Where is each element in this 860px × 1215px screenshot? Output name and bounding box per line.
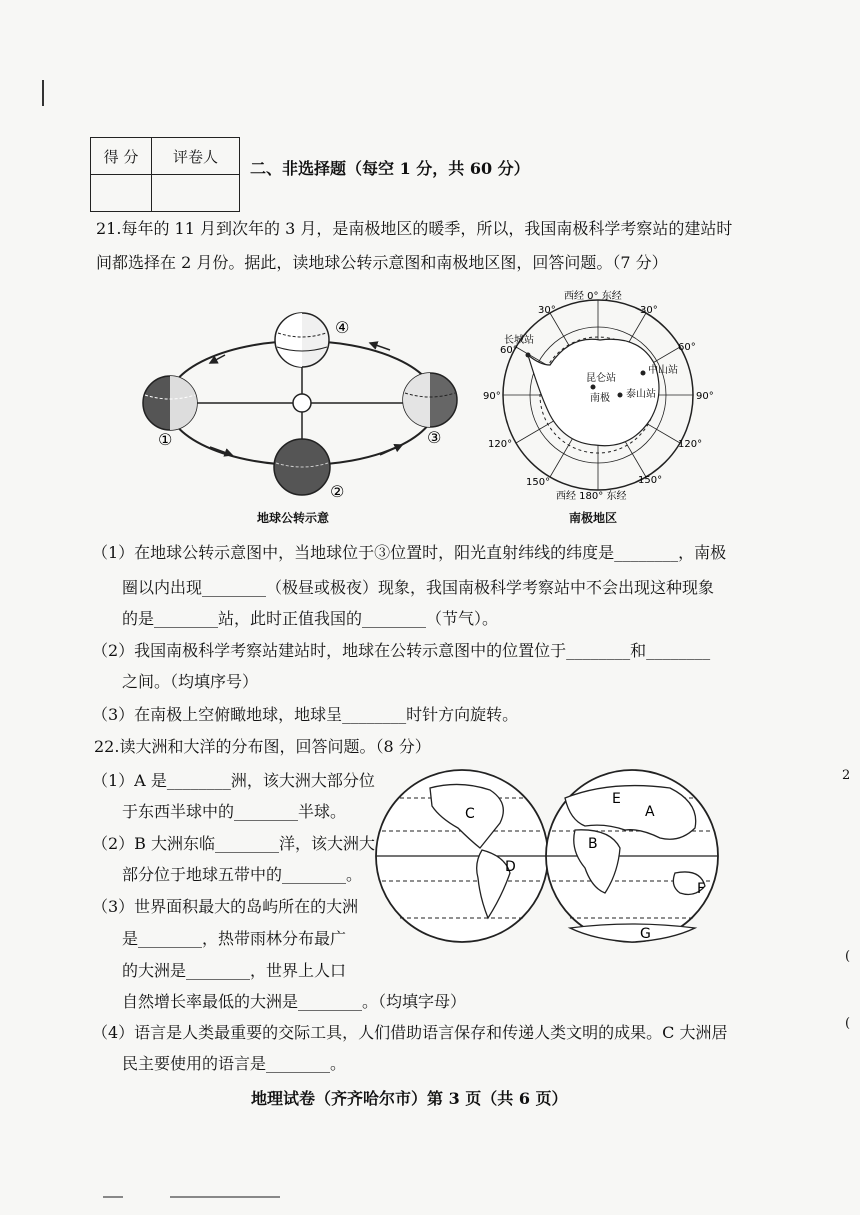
q21-sub3: （3）在南极上空俯瞰地球，地球呈________时针方向旋转。 xyxy=(92,705,519,724)
earth-position-1 xyxy=(143,376,197,430)
q22-sub2-line1: （2）B 大洲东临________洋，该大洲大 xyxy=(92,834,376,853)
nanji-label: 南极 xyxy=(590,393,610,404)
taishan-label: 泰山站 xyxy=(626,389,656,400)
q22-sub3-line3: 的大洲是________，世界上人口 xyxy=(122,961,347,980)
map-letter-a: A xyxy=(645,804,655,820)
q22-sub4-line1: （4）语言是人类最重要的交际工具，人们借助语言保存和传递人类文明的成果。C 大洲居 xyxy=(92,1023,728,1042)
map-r150: 150° xyxy=(638,475,663,486)
map-r60: 60° xyxy=(678,342,696,353)
q21-sub1-line3: 的是________站，此时正值我国的________（节气）。 xyxy=(122,609,499,628)
map-bottom-label: 西经 180° 东经 xyxy=(556,491,627,502)
earth-position-4 xyxy=(275,313,329,367)
score-table xyxy=(90,137,240,212)
scan-mark xyxy=(170,1196,280,1198)
map-letter-b: B xyxy=(588,836,598,852)
grader-label: 评卷人 xyxy=(152,138,240,175)
map-letter-e: E xyxy=(612,791,621,807)
zhongshan-label: 中山站 xyxy=(648,365,678,376)
orbit-label-2: ② xyxy=(330,482,345,501)
q22-title: 22.读大洲和大洋的分布图，回答问题。（8 分） xyxy=(94,737,431,756)
q22-sub3-line1: （3）世界面积最大的岛屿所在的大洲 xyxy=(92,897,359,916)
margin-mark-2: ( xyxy=(845,949,851,964)
map-r30: 30° xyxy=(640,305,658,316)
antarctica-map xyxy=(480,285,720,505)
margin-mark-1: 2 xyxy=(842,768,851,783)
map-l120: 120° xyxy=(488,439,513,450)
map-l90: 90° xyxy=(483,391,501,402)
orbit-label-1: ① xyxy=(158,430,173,449)
map-l60: 60° xyxy=(500,345,518,356)
section-title: 二、非选择题（每空 1 分，共 60 分） xyxy=(250,159,530,178)
map-letter-f: F xyxy=(697,881,706,897)
map-caption: 南极地区 xyxy=(569,511,618,525)
map-l30: 30° xyxy=(538,305,556,316)
q21-sub2-line1: （2）我国南极科学考察站建站时，地球在公转示意图中的位置位于________和________ xyxy=(92,641,711,660)
map-r90: 90° xyxy=(696,391,714,402)
scan-mark xyxy=(103,1196,123,1198)
map-letter-d: D xyxy=(505,859,516,875)
q21-line1: 21.每年的 11 月到次年的 3 月，是南极地区的暖季，所以，我国南极科学考察站的建站时 xyxy=(96,219,733,238)
score-cell[interactable] xyxy=(91,175,152,212)
earth-position-3 xyxy=(403,373,457,427)
q21-line2: 间都选择在 2 月份。据此，读地球公转示意图和南极地区图，回答问题。（7 分） xyxy=(96,253,668,272)
map-r120: 120° xyxy=(678,439,703,450)
kunlun-label: 昆仑站 xyxy=(586,373,616,384)
q22-sub3-line2: 是________，热带雨林分布最广 xyxy=(122,929,347,948)
margin-mark-3: ( xyxy=(845,1016,851,1031)
map-l150: 150° xyxy=(526,477,551,488)
q22-sub4-line2: 民主要使用的语言是________。 xyxy=(122,1054,347,1073)
score-label: 得 分 xyxy=(91,138,152,175)
earth-orbit-diagram xyxy=(140,295,470,525)
page-footer: 地理试卷（齐齐哈尔市）第 3 页（共 6 页） xyxy=(251,1089,568,1108)
grader-cell[interactable] xyxy=(152,175,240,212)
orbit-caption: 地球公转示意 xyxy=(257,511,330,525)
q22-sub3-line4: 自然增长率最低的大洲是________。（均填字母） xyxy=(122,992,467,1011)
q21-sub1-line2: 圈以内出现________（极昼或极夜）现象，我国南极科学考察站中不会出现这种现象 xyxy=(122,578,715,597)
map-letter-c: C xyxy=(465,806,475,822)
world-hemispheres-map xyxy=(370,768,720,946)
q21-sub1-line1: （1）在地球公转示意图中，当地球位于③位置时，阳光直射纬线的纬度是________，南极 xyxy=(92,543,727,562)
q22-sub1-line1: （1）A 是________洲，该大洲大部分位 xyxy=(92,771,375,790)
changcheng-label: 长城站 xyxy=(504,335,534,346)
map-top-label: 西经 0° 东经 xyxy=(564,291,622,302)
binding-mark xyxy=(42,80,44,106)
map-letter-g: G xyxy=(640,926,651,942)
orbit-label-3: ③ xyxy=(427,428,442,447)
q22-sub2-line2: 部分位于地球五带中的________。 xyxy=(122,865,363,884)
earth-position-2 xyxy=(274,439,330,495)
orbit-label-4: ④ xyxy=(335,318,350,337)
q21-sub2-line2: 之间。（均填序号） xyxy=(122,672,259,691)
q22-sub1-line2: 于东西半球中的________半球。 xyxy=(122,802,347,821)
